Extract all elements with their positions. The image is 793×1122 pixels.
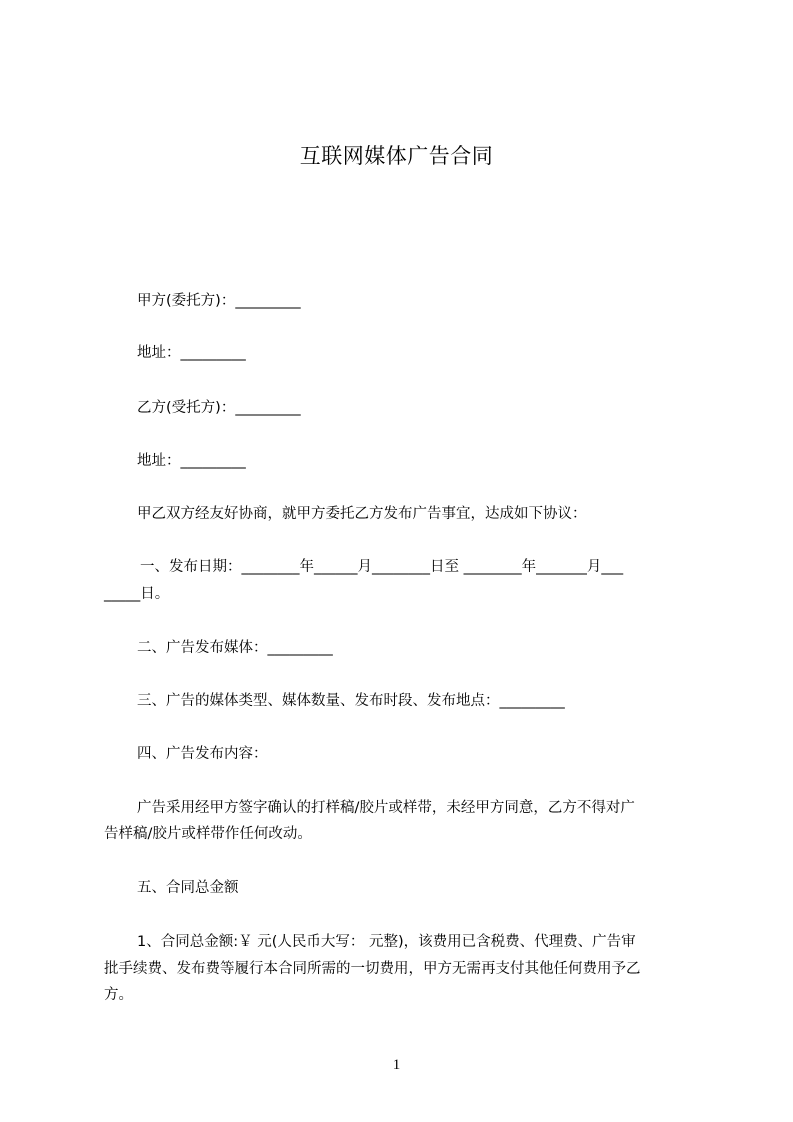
clause-3-line: 三、广告的媒体类型、媒体数量、发布时段、发布地点：_________: [137, 693, 565, 709]
party-b-address-line: 地址：_________: [137, 453, 246, 469]
clause-5-item-1-line-2: 批手续费、发布费等履行本合同所需的一切费用，甲方无需再支付其他任何费用予乙: [104, 961, 641, 977]
clause-5-item-1-line-1: 1、合同总金额:￥ 元(人民币大写： 元整)，该费用已含税费、代理费、广告审: [137, 934, 636, 950]
clause-1-line-2: _____日。: [104, 586, 170, 602]
clause-5-item-1-line-3: 方。: [104, 987, 133, 1003]
clause-4-body-line-2: 告样稿/胶片或样带作任何改动。: [104, 826, 312, 842]
clause-2-line: 二、广告发布媒体：_________: [137, 640, 333, 656]
party-a-address-line: 地址：_________: [137, 345, 246, 361]
clause-4-heading: 四、广告发布内容：: [137, 746, 268, 762]
document-title: 互联网媒体广告合同: [299, 144, 494, 168]
clause-1-line-1: 一、发布日期：________年______月________日至 ________年_______月___: [140, 559, 624, 575]
party-a-line: 甲方(委托方)：_________: [137, 293, 301, 309]
clause-5-heading: 五、合同总金额: [137, 880, 239, 896]
preamble-text: 甲乙双方经友好协商，就甲方委托乙方发布广告事宜，达成如下协议：: [137, 506, 587, 522]
party-b-line: 乙方(受托方)：_________: [137, 400, 301, 416]
page-number: 1: [392, 1057, 401, 1073]
clause-4-body-line-1: 广告采用经甲方签字确认的打样稿/胶片或样带，未经甲方同意，乙方不得对广: [137, 800, 635, 816]
